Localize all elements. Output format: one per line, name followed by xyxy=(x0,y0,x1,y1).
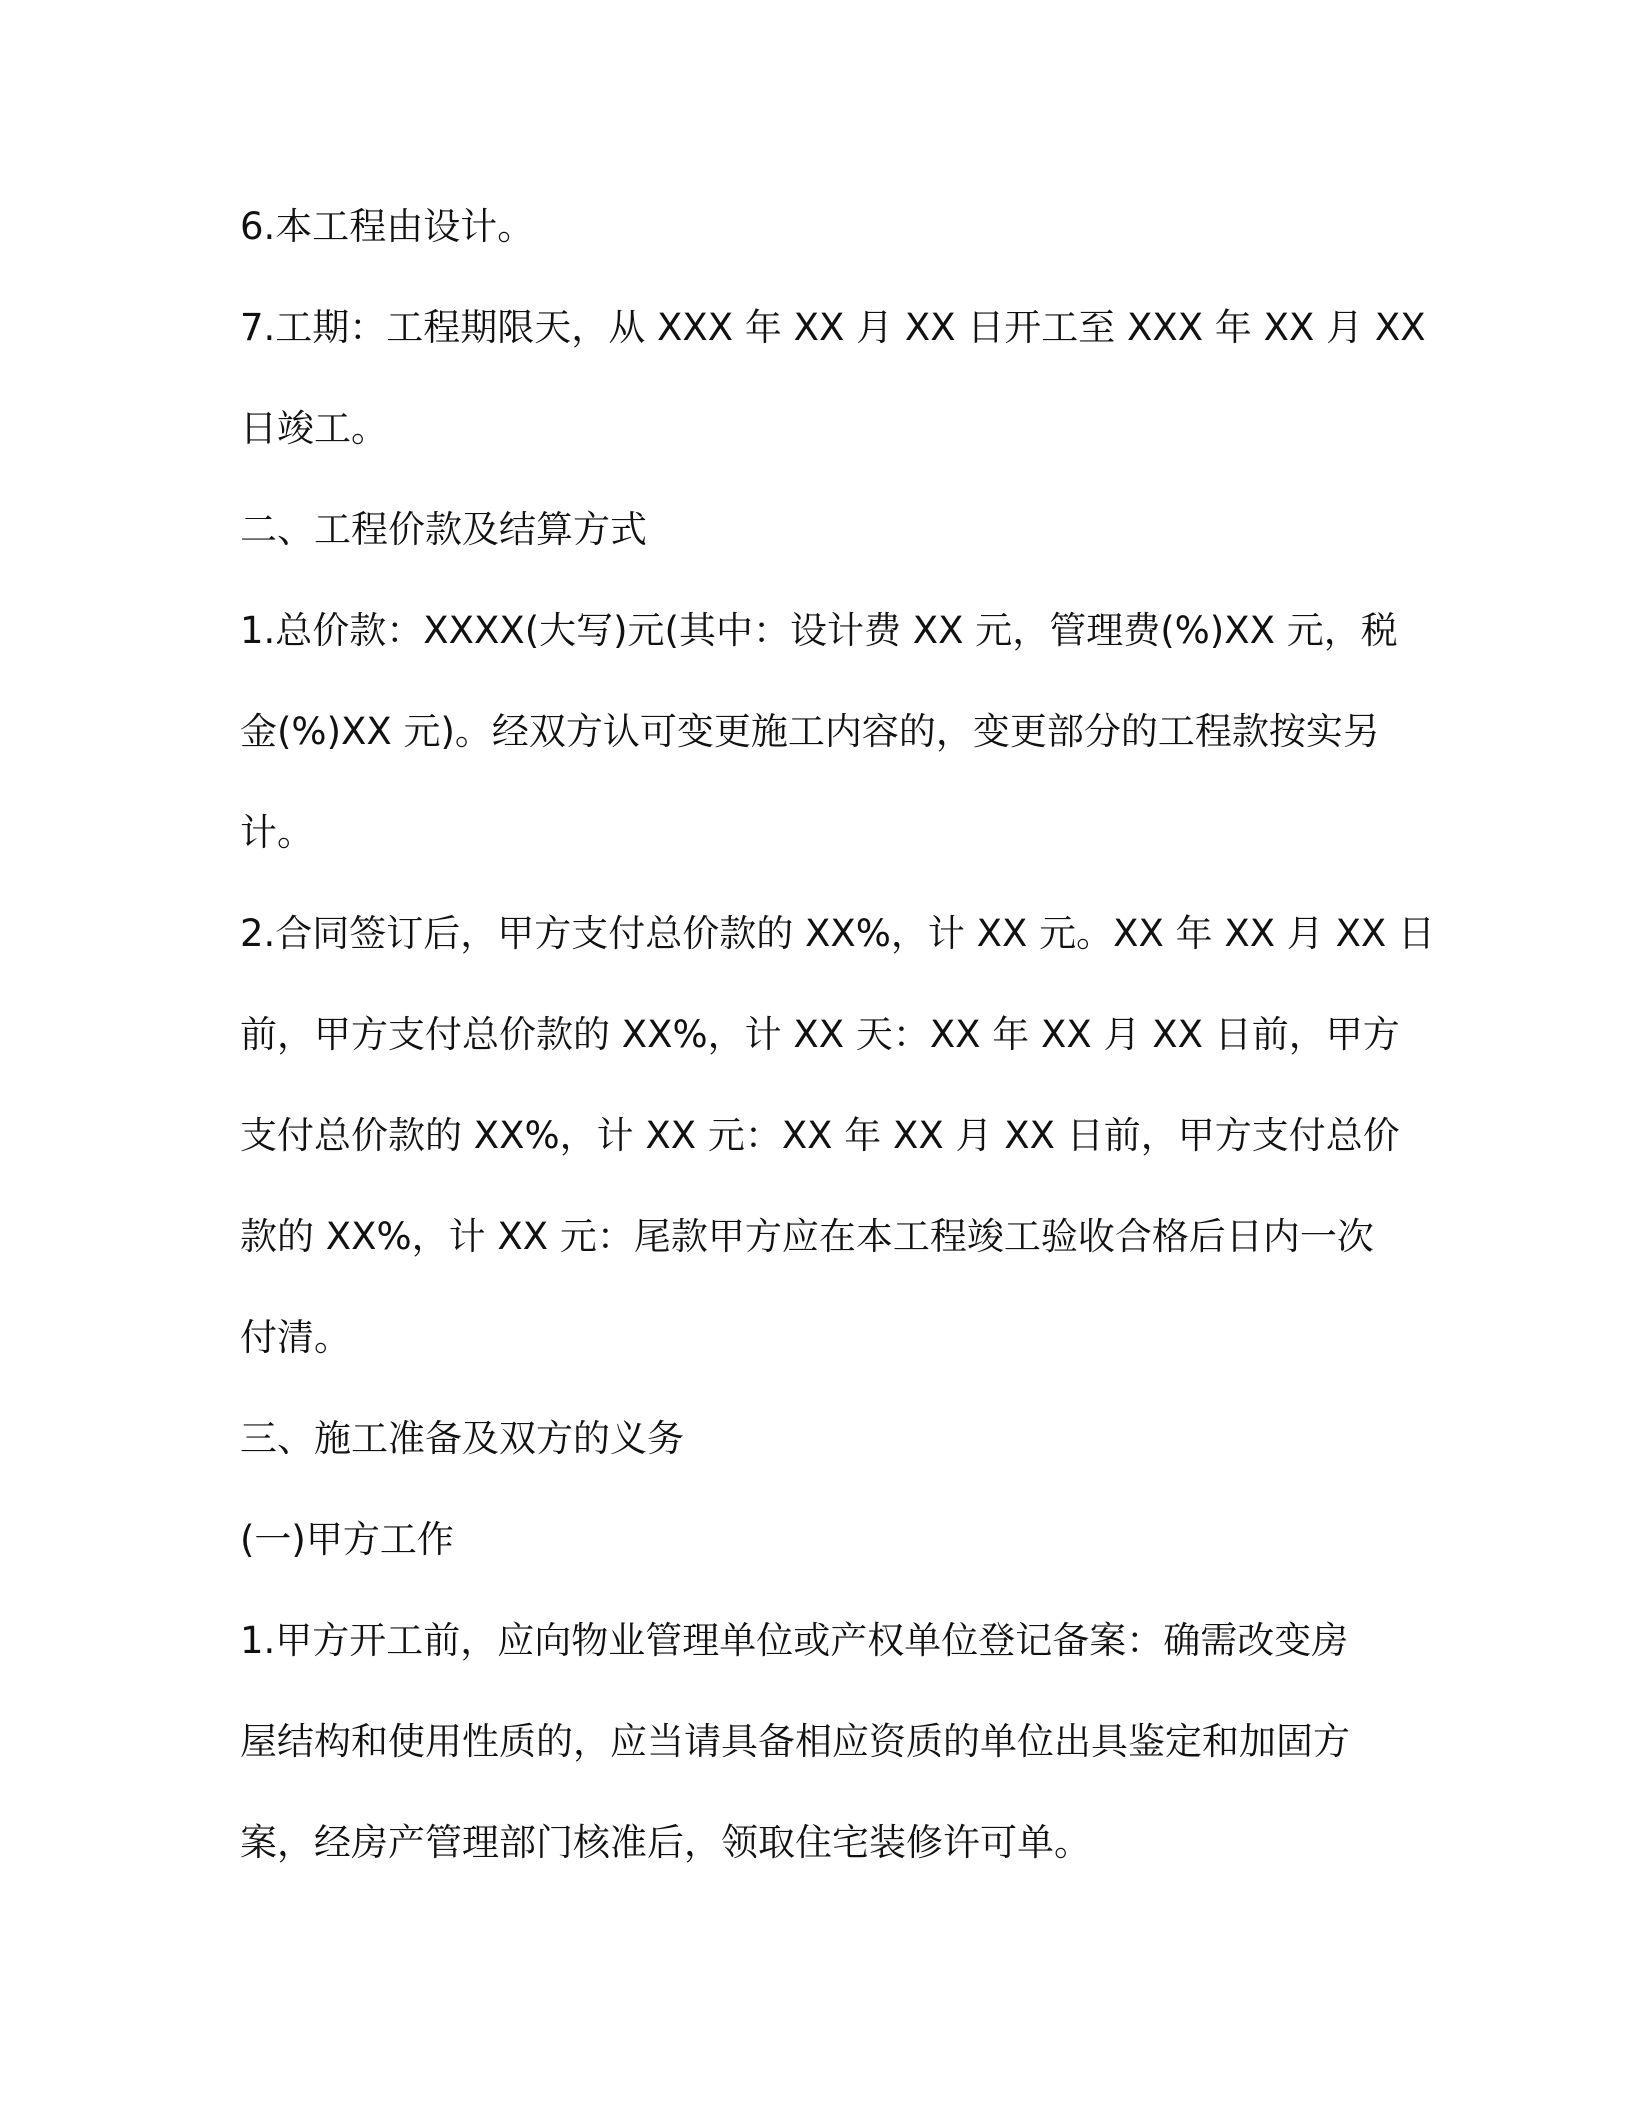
party-a-clause-1-line-2: 屋结构和使用性质的，应当请具备相应资质的单位出具鉴定和加固方 xyxy=(240,1720,1350,1763)
clause-7-line-2: 日竣工。 xyxy=(240,407,388,450)
price-clause-2-line-2: 前，甲方支付总价款的 XX%，计 XX 天：XX 年 XX 月 XX 日前，甲方 xyxy=(240,1013,1400,1056)
party-a-clause-1-line-3: 案，经房产管理部门核准后，领取住宅装修许可单。 xyxy=(240,1821,1091,1864)
price-clause-2-line-1: 2.合同签订后，甲方支付总价款的 XX%，计 XX 元。XX 年 XX 月 XX 日 xyxy=(240,912,1436,955)
subsection-party-a-heading: (一)甲方工作 xyxy=(240,1518,454,1561)
section-3-heading: 三、施工准备及双方的义务 xyxy=(240,1417,684,1460)
price-clause-2-line-4: 款的 XX%，计 XX 元：尾款甲方应在本工程竣工验收合格后日内一次 xyxy=(240,1215,1374,1258)
price-clause-1-line-2: 金(%)XX 元)。经双方认可变更施工内容的，变更部分的工程款按实另 xyxy=(240,710,1380,753)
price-clause-1-line-3: 计。 xyxy=(240,811,314,854)
section-2-heading: 二、工程价款及结算方式 xyxy=(240,508,647,551)
price-clause-2-line-3: 支付总价款的 XX%，计 XX 元：XX 年 XX 月 XX 日前，甲方支付总价 xyxy=(240,1114,1400,1157)
clause-7-line-1: 7.工期：工程期限天，从 XXX 年 XX 月 XX 日开工至 XXX 年 XX 月 XX xyxy=(240,306,1426,349)
party-a-clause-1-line-1: 1.甲方开工前，应向物业管理单位或产权单位登记备案：确需改变房 xyxy=(240,1619,1349,1662)
document-body xyxy=(240,176,1436,1893)
price-clause-2-line-5: 付清。 xyxy=(240,1316,351,1359)
price-clause-1-line-1: 1.总价款：XXXX(大写)元(其中：设计费 XX 元，管理费(%)XX 元，税 xyxy=(240,609,1398,652)
clause-6-line: 6.本工程由设计。 xyxy=(240,205,535,248)
